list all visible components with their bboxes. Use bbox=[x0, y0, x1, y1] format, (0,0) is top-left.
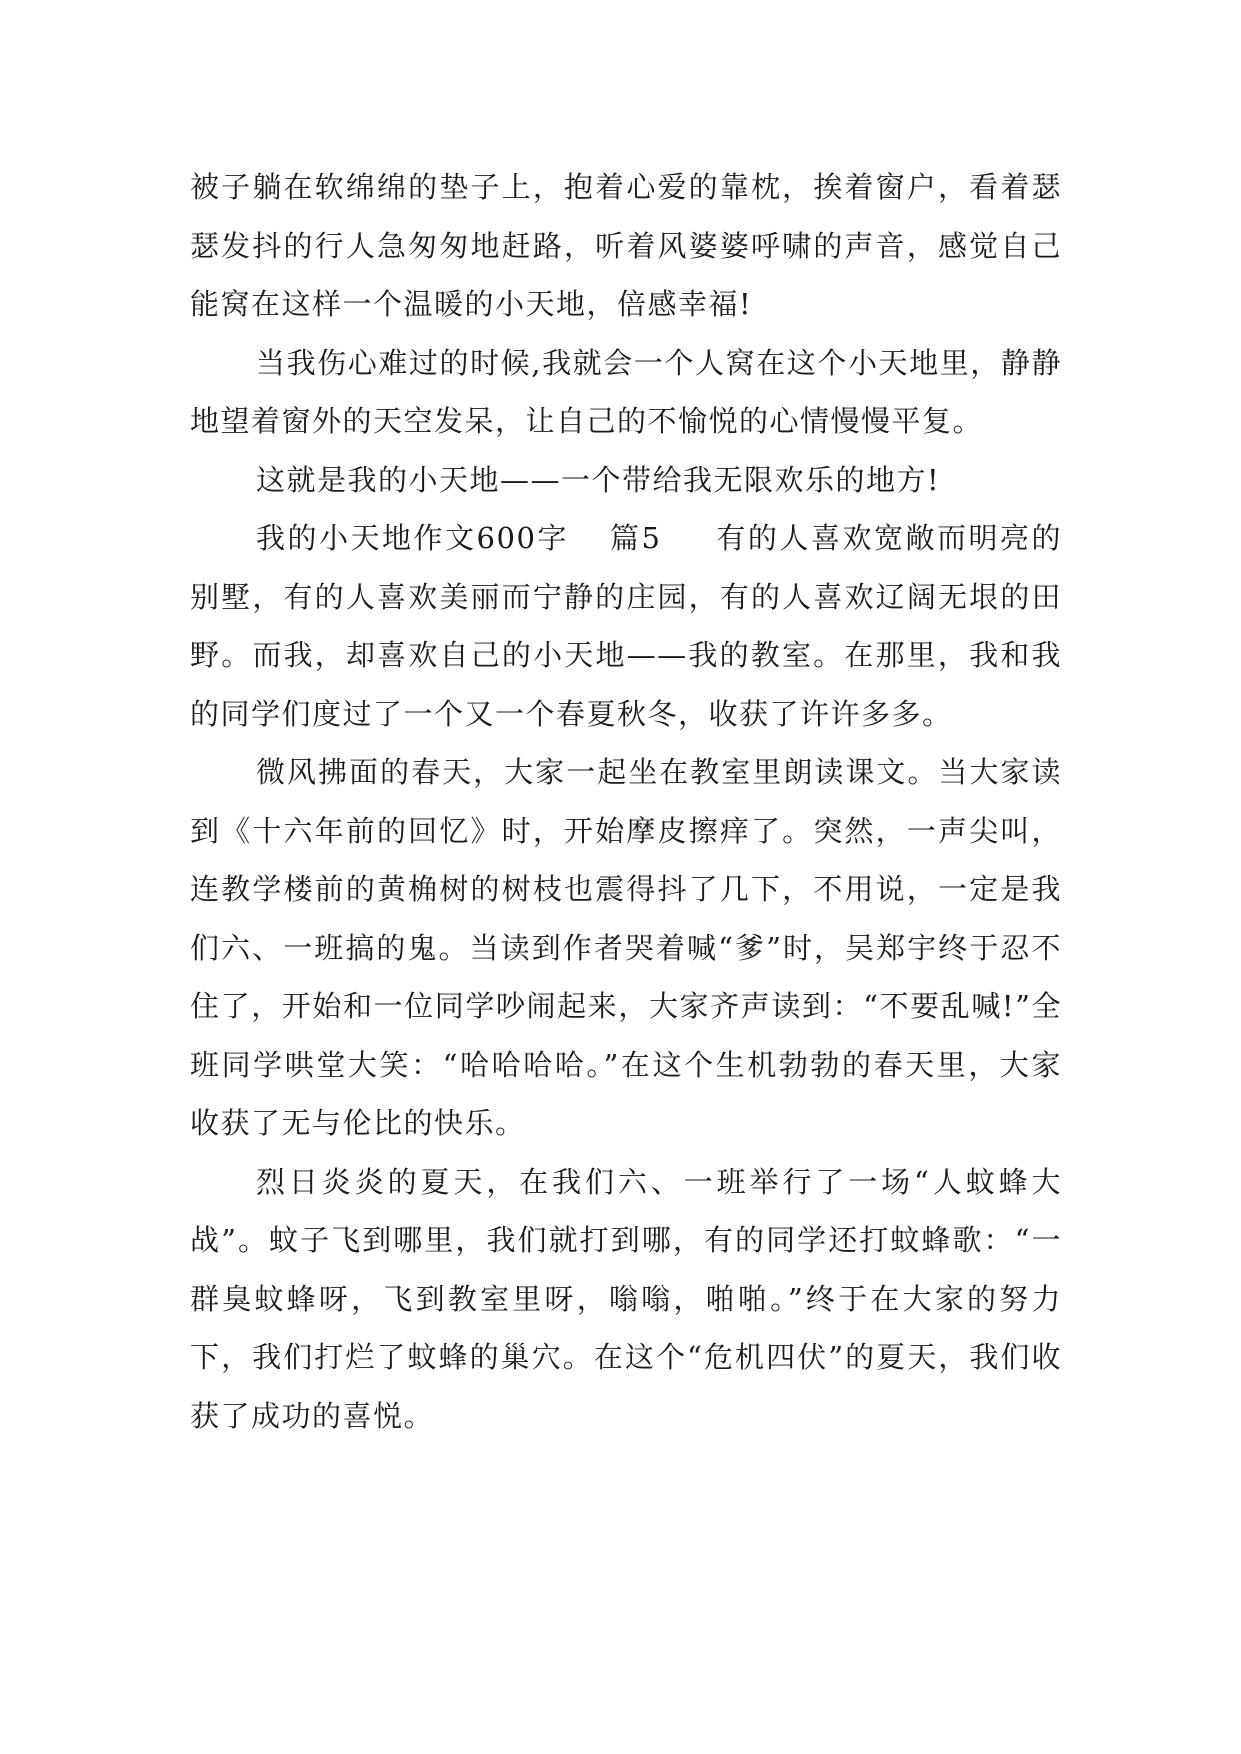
paragraph-3-text: 这就是我的小天地——一个带给我无限欢乐的地方! bbox=[256, 462, 941, 497]
paragraph-5-text: 微风拂面的春天，大家一起坐在教室里朗读课文。当大家读到《十六年前的回忆》时，开始摩皮擦痒了。突然，一声尖叫，连教学楼前的黄桷树的树枝也震得抖了几下，不用说，一定是我们六、一班搞的鬼。当读到作者哭着喊“爹”时，吴郑宇终于忍不住了，开始和一位同学吵闹起来，大家齐声读到：“不要乱喊!”全班同学哄堂大笑：“哈哈哈哈。”在这个生机勃勃的春天里，大家收获了无与伦比的快乐。 bbox=[190, 755, 1062, 1140]
paragraph-4 bbox=[190, 509, 1062, 743]
paragraph-4-text: 有的人喜欢宽敞而明亮的别墅，有的人喜欢美丽而宁静的庄园，有的人喜欢辽阔无垠的田野。而我，却喜欢自己的小天地——我的教室。在那里，我和我的同学们度过了一个又一个春夏秋冬，收获了许许多多。 bbox=[190, 521, 1062, 731]
paragraph-1-text: 被子躺在软绵绵的垫子上，抱着心爱的靠枕，挨着窗户，看着瑟瑟发抖的行人急匆匆地赶路，听着风婆婆呼啸的声音，感觉自己能窝在这样一个温暖的小天地，倍感幸福! bbox=[190, 170, 1062, 321]
paragraph-2 bbox=[190, 334, 1062, 451]
document-body bbox=[190, 158, 1062, 1445]
paragraph-6-text: 烈日炎炎的夏天，在我们六、一班举行了一场“人蚊蜂大战”。蚊子飞到哪里，我们就打到哪，有的同学还打蚊蜂歌：“一群臭蚊蜂呀，飞到教室里呀，嗡嗡，啪啪。”终于在大家的努力下，我们打烂了蚊蜂的巢穴。在这个“危机四伏”的夏天，我们收获了成功的喜悦。 bbox=[190, 1164, 1062, 1433]
paragraph-1 bbox=[190, 158, 1062, 334]
paragraph-2-text: 当我伤心难过的时候,我就会一个人窝在这个小天地里，静静地望着窗外的天空发呆，让自己的不愉悦的心情慢慢平复。 bbox=[190, 345, 1062, 438]
essay-section-label: 篇5 bbox=[608, 521, 662, 555]
paragraph-3 bbox=[190, 451, 1062, 510]
paragraph-5 bbox=[190, 743, 1062, 1153]
essay-heading: 我的小天地作文600字 bbox=[256, 521, 569, 555]
paragraph-6 bbox=[190, 1153, 1062, 1446]
